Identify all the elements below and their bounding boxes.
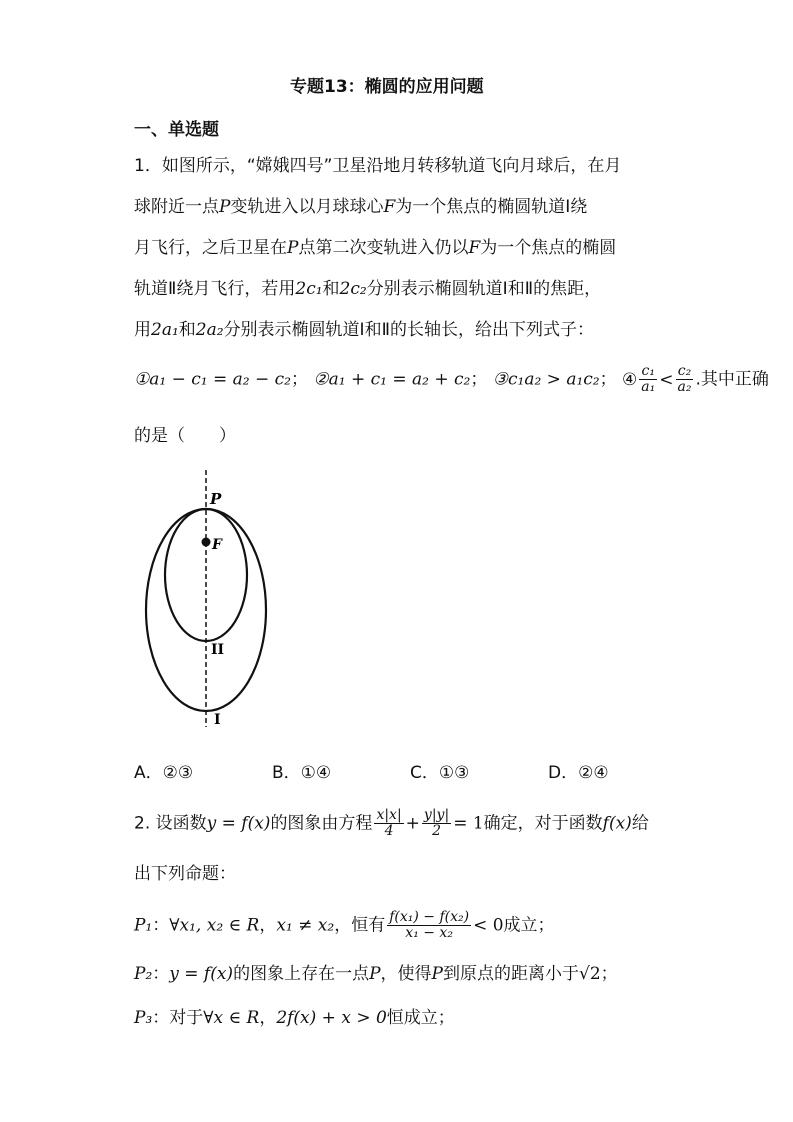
section-heading: 一、单选题 <box>134 120 219 140</box>
q2-p3: P₃：对于∀x ∈ R，2f(x) + x > 0恒成立； <box>134 1008 455 1028</box>
q2-line-2: 出下列命题： <box>134 864 236 884</box>
q1-line-3: 月飞行，之后卫星在P点第二次变轨进入仍以F为一个焦点的椭圆 <box>134 238 617 258</box>
q1-line-7: 的是（ ） <box>134 426 236 446</box>
q1-line-5: 用2a₁和2a₂分别表示椭圆轨道Ⅰ和Ⅱ的长轴长，给出下列式子： <box>134 320 594 340</box>
q1-line-2: 球附近一点P变轨进入以月球球心F为一个焦点的椭圆轨道Ⅰ绕 <box>134 197 588 217</box>
option-c[interactable]: C．①③ <box>410 763 470 783</box>
option-a[interactable]: A．②③ <box>134 763 194 783</box>
label-II: II <box>211 642 225 658</box>
ellipse-orbit-figure <box>130 465 290 740</box>
q1-expressions: ①a₁ − c₁ = a₂ − c₂； ②a₁ + c₁ = a₂ + c₂； ③c₁a₂ > a₁c₂； ④ $\frac{\text{c₁}}{\text{a₁}}$ < $\frac{\text{c₂}}{\text{a₂}}$ .其中正确 <box>134 363 769 395</box>
label-F: F <box>212 537 222 553</box>
label-I: I <box>214 712 221 728</box>
q2-p2: P₂：y = f(x)的图象上存在一点P，使得P到原点的距离小于√2； <box>134 964 618 984</box>
q2-p1: P₁：∀x₁, x₂ ∈ R，x₁ ≠ x₂，恒有 $\frac{\text{f(x₁) − f(x₂)}}{\text{x₁ − x₂}}$ < 0成立； <box>134 909 555 941</box>
option-d[interactable]: D．②④ <box>548 763 609 783</box>
q1-line-1: 1．如图所示，“嫦娥四号”卫星沿地月转移轨道飞向月球后，在月 <box>134 156 622 176</box>
expr-2: ②a₁ + c₁ = a₂ + c₂ <box>313 369 471 390</box>
option-b[interactable]: B．①④ <box>272 763 332 783</box>
q2-line-1: 2. 设函数y = f(x)的图象由方程 $\frac{x|x|}{4}$ + $\frac{y|y|}{2}$ = 1确定，对于函数f(x)给 <box>134 807 649 839</box>
label-P: P <box>210 490 222 508</box>
expr-1: ①a₁ − c₁ = a₂ − c₂ <box>134 369 291 390</box>
page-title: 专题13：椭圆的应用问题 <box>290 77 484 97</box>
moon-center-dot <box>202 538 211 547</box>
expr-4: ④ $\frac{\text{c₁}}{\text{a₁}}$ < $\frac{\text{c₂}}{\text{a₂}}$ <box>622 363 692 395</box>
q1-line-4: 轨道Ⅱ绕月飞行，若用2c₁和2c₂分别表示椭圆轨道Ⅰ和Ⅱ的焦距， <box>134 279 602 299</box>
expr-3: ③c₁a₂ > a₁c₂ <box>492 369 600 390</box>
